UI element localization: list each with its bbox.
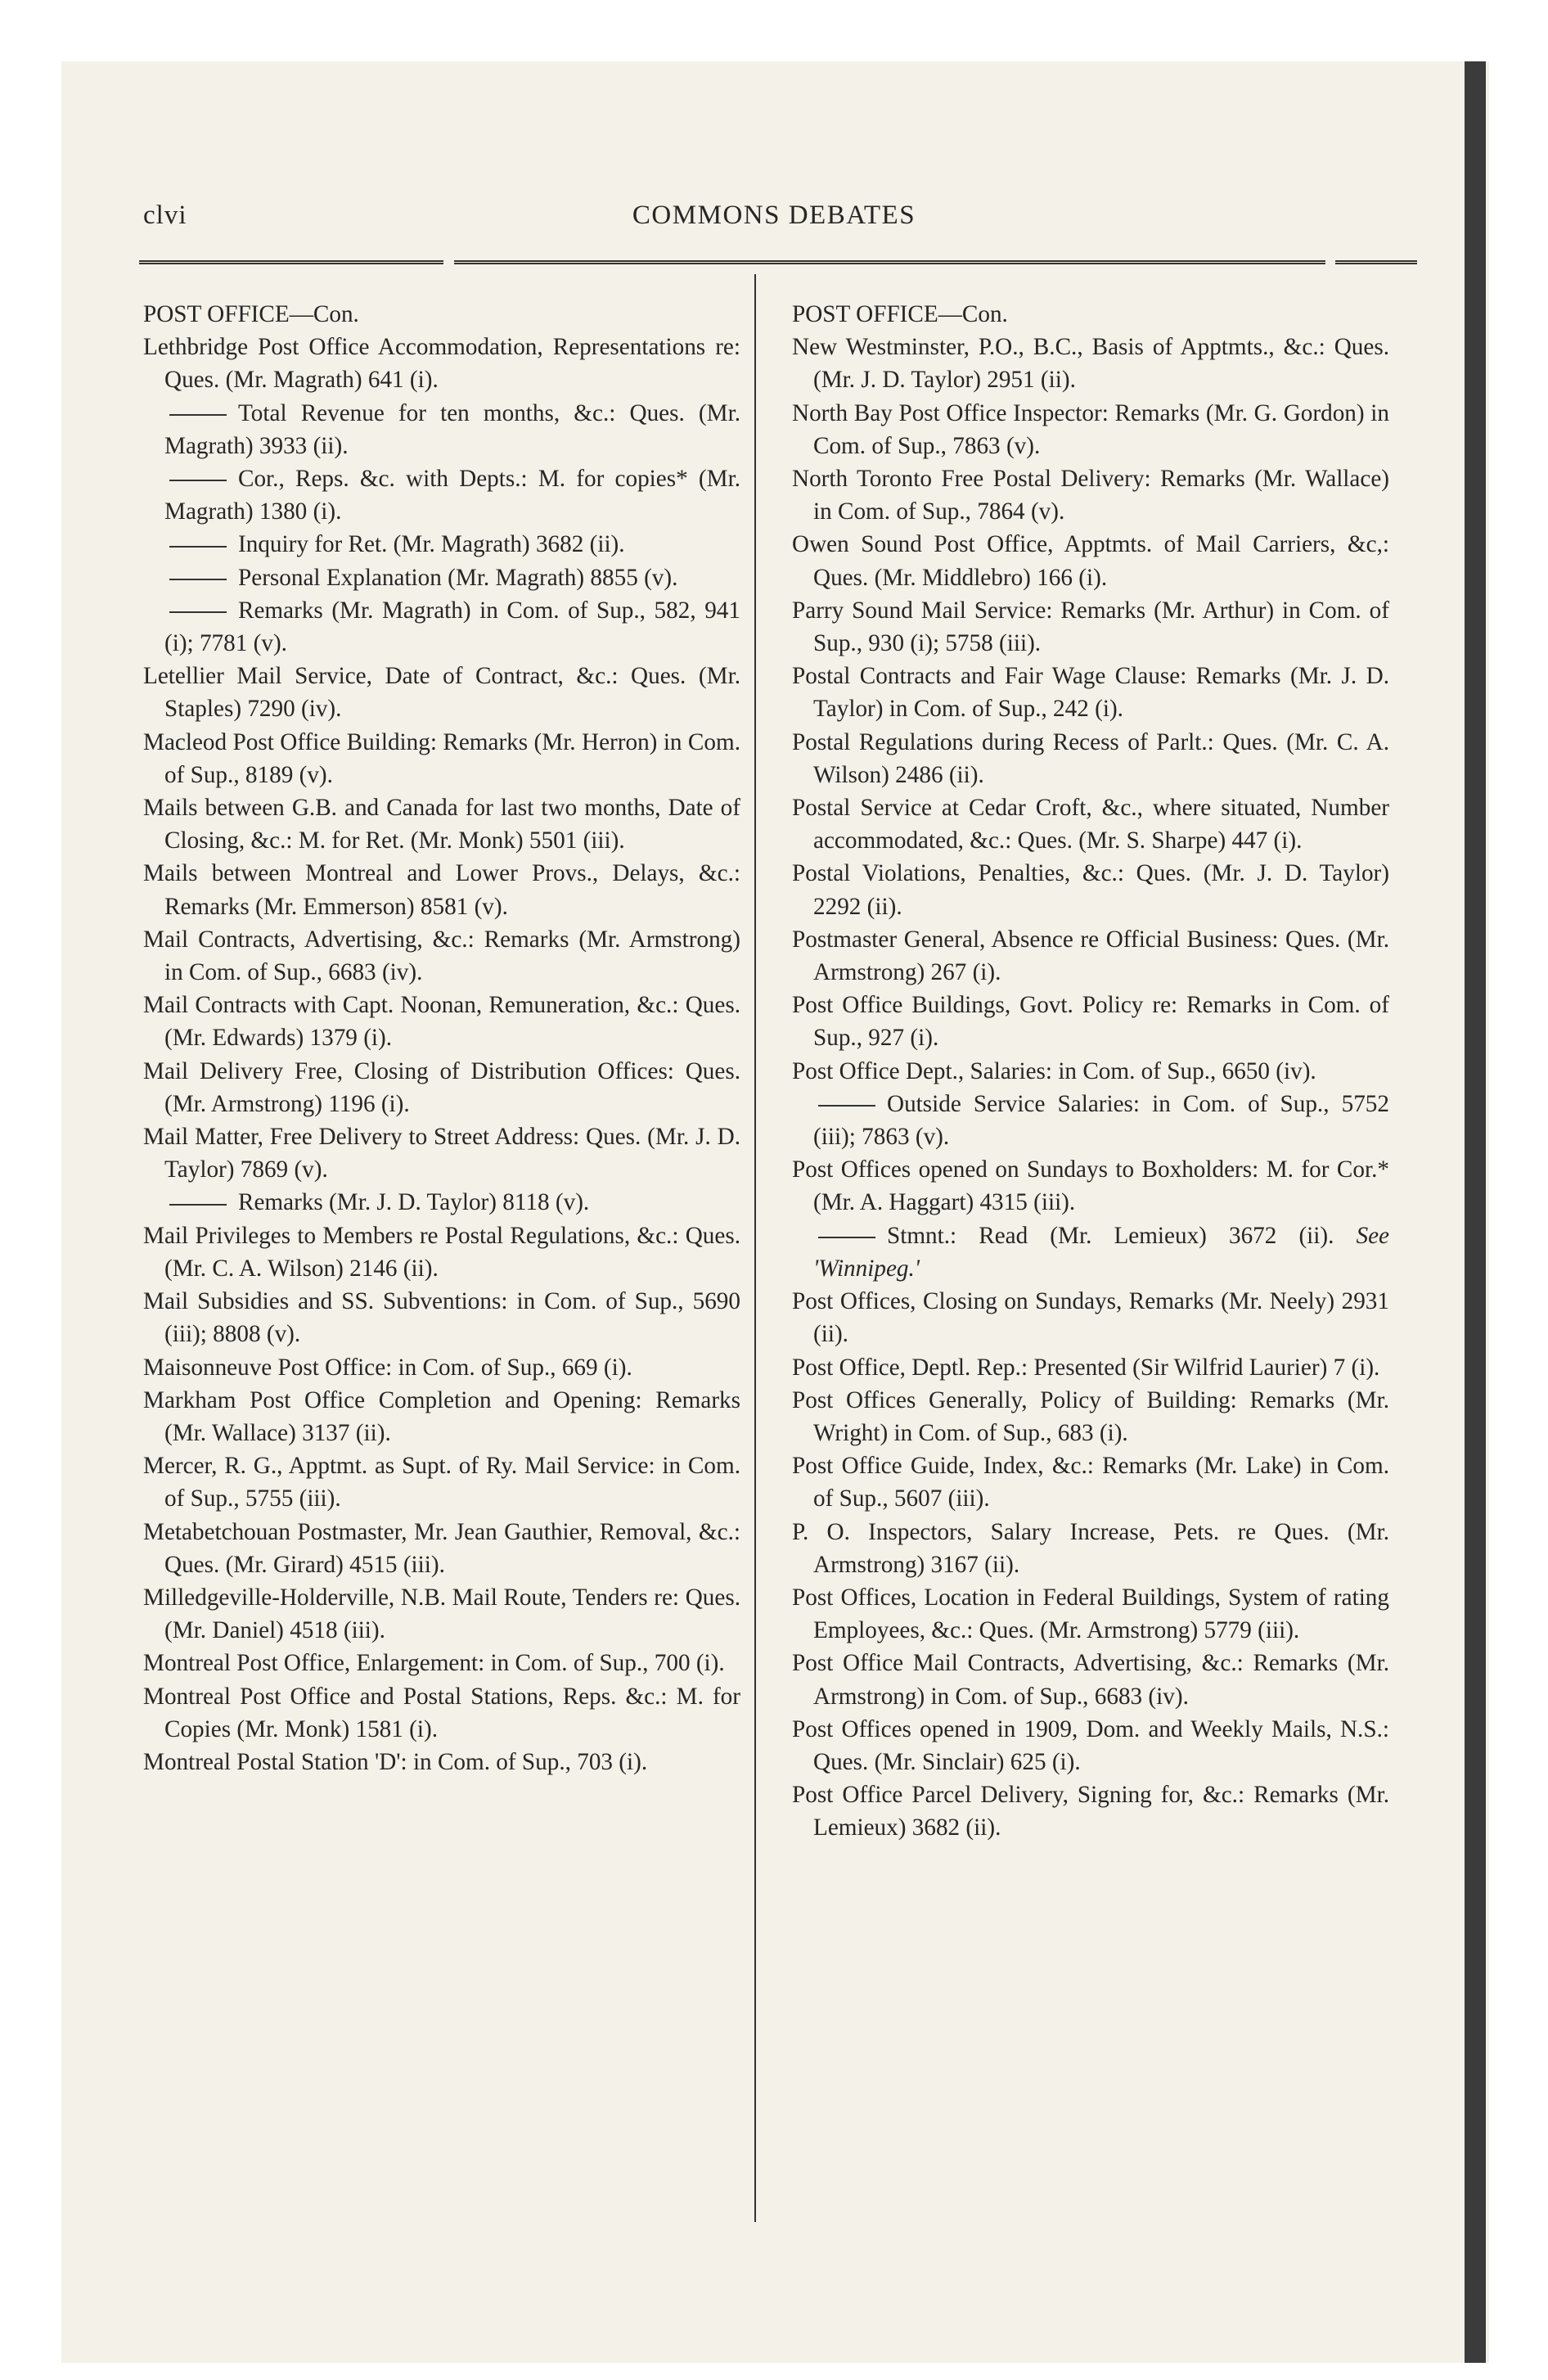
index-entry	[143, 791, 740, 857]
index-column-right	[792, 298, 1389, 1845]
ditto-dash	[169, 414, 227, 416]
entry-text: P. O. Inspectors, Salary Increase, Pets. re Ques. (Mr. Armstrong) 3167 (ii).	[792, 1518, 1389, 1578]
index-entry	[143, 726, 740, 791]
entry-text: Owen Sound Post Office, Apptmts. of Mail Carriers, &c,: Ques. (Mr. Middlebro) 166 (i).	[792, 531, 1389, 591]
entry-text: Post Office Mail Contracts, Advertising, &c.: Remarks (Mr. Armstrong) in Com. of Sup., 6683 (iv).	[792, 1650, 1389, 1710]
entry-text: Mail Delivery Free, Closing of Distribution Offices: Ques. (Mr. Armstrong) 1196 (i).	[143, 1057, 740, 1117]
index-entry	[143, 1581, 740, 1647]
index-entry	[792, 1449, 1389, 1515]
column-divider	[754, 274, 756, 2222]
index-entry	[792, 1713, 1389, 1778]
index-entry	[792, 726, 1389, 791]
header-rule	[1335, 260, 1417, 264]
entry-text: Montreal Post Office, Enlargement: in Com. of Sup., 700 (i).	[143, 1650, 725, 1677]
index-entry	[792, 1055, 1389, 1088]
entry-text: Postal Violations, Penalties, &c.: Ques. (Mr. J. D. Taylor) 2292 (ii).	[792, 860, 1389, 920]
index-entry	[792, 923, 1389, 989]
entry-text: Macleod Post Office Building: Remarks (Mr. Herron) in Com. of Sup., 8189 (v).	[143, 728, 740, 788]
index-entry	[792, 397, 1389, 462]
entry-text: Inquiry for Ret. (Mr. Magrath) 3682 (ii).	[238, 531, 625, 558]
index-subentry	[792, 1088, 1389, 1153]
index-entry	[792, 1516, 1389, 1581]
index-subentry	[143, 462, 740, 528]
index-entry	[792, 528, 1389, 593]
index-entry	[143, 331, 740, 396]
entry-text: Montreal Post Office and Postal Stations, Reps. &c.: M. for Copies (Mr. Monk) 1581 (i).	[143, 1683, 740, 1742]
column-heading: POST OFFICE—Con.	[792, 301, 1008, 327]
entry-text: Stmnt.: Read (Mr. Lemieux) 3672 (ii).	[887, 1222, 1334, 1249]
entry-text: Mail Contracts with Capt. Noonan, Remuneration, &c.: Ques. (Mr. Edwards) 1379 (i).	[143, 992, 740, 1052]
index-entry	[143, 1449, 740, 1515]
page-edge-shadow	[1465, 61, 1486, 2363]
index-entry	[143, 1351, 740, 1384]
index-column-left	[143, 298, 740, 1778]
index-subentry	[143, 594, 740, 660]
entry-text: Post Office Parcel Delivery, Signing for, &c.: Remarks (Mr. Lemieux) 3682 (ii).	[792, 1782, 1389, 1841]
index-entry	[792, 989, 1389, 1054]
index-subentry	[143, 561, 740, 594]
index-entry	[792, 660, 1389, 725]
entry-text: Post Office Buildings, Govt. Policy re: Remarks in Com. of Sup., 927 (i).	[792, 992, 1389, 1052]
entry-text: Personal Explanation (Mr. Magrath) 8855 (v).	[238, 564, 678, 591]
index-entry	[143, 1055, 740, 1120]
ditto-dash	[169, 579, 227, 580]
index-entry	[792, 594, 1389, 660]
entry-text: Montreal Postal Station 'D': in Com. of Sup., 703 (i).	[143, 1748, 648, 1775]
entry-text: North Bay Post Office Inspector: Remarks (Mr. G. Gordon) in Com. of Sup., 7863 (v).	[792, 399, 1389, 459]
index-subentry	[143, 397, 740, 462]
index-entry	[792, 1647, 1389, 1712]
entry-text: Post Offices, Closing on Sundays, Remarks (Mr. Neely) 2931 (ii).	[792, 1288, 1389, 1348]
entry-text: North Toronto Free Postal Delivery: Remarks (Mr. Wallace) in Com. of Sup., 7864 (v).	[792, 466, 1389, 525]
ditto-dash	[818, 1105, 875, 1107]
entry-text: Remarks (Mr. Magrath) in Com. of Sup., 582, 941 (i); 7781 (v).	[164, 597, 740, 657]
entry-text: Milledgeville-Holderville, N.B. Mail Route, Tenders re: Ques. (Mr. Daniel) 4518 (iii).	[143, 1584, 740, 1644]
entry-text: Mail Subsidies and SS. Subventions: in Com. of Sup., 5690 (iii); 8808 (v).	[143, 1288, 740, 1348]
index-entry	[143, 1746, 740, 1778]
entry-text: Postmaster General, Absence re Official Business: Ques. (Mr. Armstrong) 267 (i).	[792, 926, 1389, 986]
index-entry	[143, 1384, 740, 1449]
index-subentry	[792, 1219, 1389, 1285]
header-rule	[139, 260, 443, 264]
entry-text: Metabetchouan Postmaster, Mr. Jean Gauthier, Removal, &c.: Ques. (Mr. Girard) 4515 (iii).	[143, 1518, 740, 1578]
entry-text: Post Offices, Location in Federal Buildings, System of rating Employees, &c.: Ques. (Mr. Armstrong) 5779 (iii).	[792, 1584, 1389, 1644]
index-subentry	[143, 528, 740, 561]
entry-text: Letellier Mail Service, Date of Contract, &c.: Ques. (Mr. Staples) 7290 (iv).	[143, 663, 740, 723]
entry-text: Postal Regulations during Recess of Parlt.: Ques. (Mr. C. A. Wilson) 2486 (ii).	[792, 728, 1389, 788]
index-entry	[143, 660, 740, 725]
ditto-dash	[169, 546, 227, 548]
index-entry	[792, 331, 1389, 396]
entry-text: Lethbridge Post Office Accommodation, Representations re: Ques. (Mr. Magrath) 641 (i).	[143, 334, 740, 394]
entry-text: Cor., Reps. &c. with Depts.: M. for copies* (Mr. Magrath) 1380 (i).	[164, 466, 740, 525]
index-entry	[792, 857, 1389, 922]
page-folio: clvi	[143, 201, 187, 230]
index-entry	[792, 1581, 1389, 1647]
entry-text: Post Offices opened in 1909, Dom. and Weekly Mails, N.S.: Ques. (Mr. Sinclair) 625 (i).	[792, 1715, 1389, 1775]
index-entry	[143, 1120, 740, 1186]
running-head-title: COMMONS DEBATES	[632, 201, 916, 230]
entry-text: Total Revenue for ten months, &c.: Ques. (Mr. Magrath) 3933 (ii).	[164, 399, 740, 459]
entry-text: Post Offices opened on Sundays to Boxholders: M. for Cor.* (Mr. A. Haggart) 4315 (iii).	[792, 1156, 1389, 1216]
index-entry	[143, 1219, 740, 1285]
entry-text: Markham Post Office Completion and Opening: Remarks (Mr. Wallace) 3137 (ii).	[143, 1386, 740, 1446]
index-entry	[792, 1778, 1389, 1844]
index-entry	[143, 989, 740, 1054]
index-entry	[792, 1285, 1389, 1350]
index-entry	[143, 1516, 740, 1581]
index-entry	[143, 857, 740, 922]
index-entry	[792, 1153, 1389, 1219]
entry-text: Mail Contracts, Advertising, &c.: Remarks (Mr. Armstrong) in Com. of Sup., 6683 (iv).	[143, 926, 740, 986]
index-subentry	[143, 1186, 740, 1219]
entry-text: Maisonneuve Post Office: in Com. of Sup., 669 (i).	[143, 1354, 632, 1381]
entry-text: Post Offices Generally, Policy of Building: Remarks (Mr. Wright) in Com. of Sup., 683 (i).	[792, 1386, 1389, 1446]
entry-text: New Westminster, P.O., B.C., Basis of Apptmts., &c.: Ques. (Mr. J. D. Taylor) 2951 (ii).	[792, 334, 1389, 394]
entry-text: Postal Service at Cedar Croft, &c., where situated, Number accommodated, &c.: Ques. (Mr. S. Sharpe) 447 (i).	[792, 795, 1389, 854]
entry-text: Mail Privileges to Members re Postal Regulations, &c.: Ques. (Mr. C. A. Wilson) 2146 (ii).	[143, 1222, 740, 1282]
ditto-dash	[169, 480, 227, 481]
cross-reference: See 'Winnipeg.'	[813, 1222, 1390, 1282]
entry-text: Mails between G.B. and Canada for last two months, Date of Closing, &c.: M. for Ret. (Mr. Monk) 5501 (iii).	[143, 795, 740, 854]
index-entry	[792, 462, 1389, 528]
column-heading: POST OFFICE—Con.	[143, 301, 359, 327]
entry-text: Post Office, Deptl. Rep.: Presented (Sir Wilfrid Laurier) 7 (i).	[792, 1354, 1380, 1381]
index-entry	[143, 1285, 740, 1350]
entry-text: Post Office Dept., Salaries: in Com. of Sup., 6650 (iv).	[792, 1057, 1316, 1084]
entry-text: Post Office Guide, Index, &c.: Remarks (Mr. Lake) in Com. of Sup., 5607 (iii).	[792, 1453, 1389, 1512]
index-entry	[143, 923, 740, 989]
entry-text: Mails between Montreal and Lower Provs., Delays, &c.: Remarks (Mr. Emmerson) 8581 (v).	[143, 860, 740, 920]
index-entry	[792, 1351, 1389, 1384]
index-entry	[792, 1384, 1389, 1449]
index-entry	[143, 1680, 740, 1746]
entry-text: Outside Service Salaries: in Com. of Sup., 5752 (iii); 7863 (v).	[813, 1090, 1389, 1151]
entry-text: Parry Sound Mail Service: Remarks (Mr. Arthur) in Com. of Sup., 930 (i); 5758 (iii).	[792, 597, 1389, 657]
ditto-dash	[169, 611, 227, 613]
entry-text: Postal Contracts and Fair Wage Clause: Remarks (Mr. J. D. Taylor) in Com. of Sup., 242 (i).	[792, 663, 1389, 723]
entry-text: Remarks (Mr. J. D. Taylor) 8118 (v).	[238, 1189, 590, 1216]
ditto-dash	[818, 1237, 875, 1238]
entry-text: Mercer, R. G., Apptmt. as Supt. of Ry. Mail Service: in Com. of Sup., 5755 (iii).	[143, 1453, 740, 1512]
ditto-dash	[169, 1204, 227, 1206]
entry-text: Mail Matter, Free Delivery to Street Address: Ques. (Mr. J. D. Taylor) 7869 (v).	[143, 1124, 740, 1183]
index-entry	[792, 791, 1389, 857]
index-entry	[143, 1647, 740, 1679]
header-rule	[454, 260, 1325, 264]
